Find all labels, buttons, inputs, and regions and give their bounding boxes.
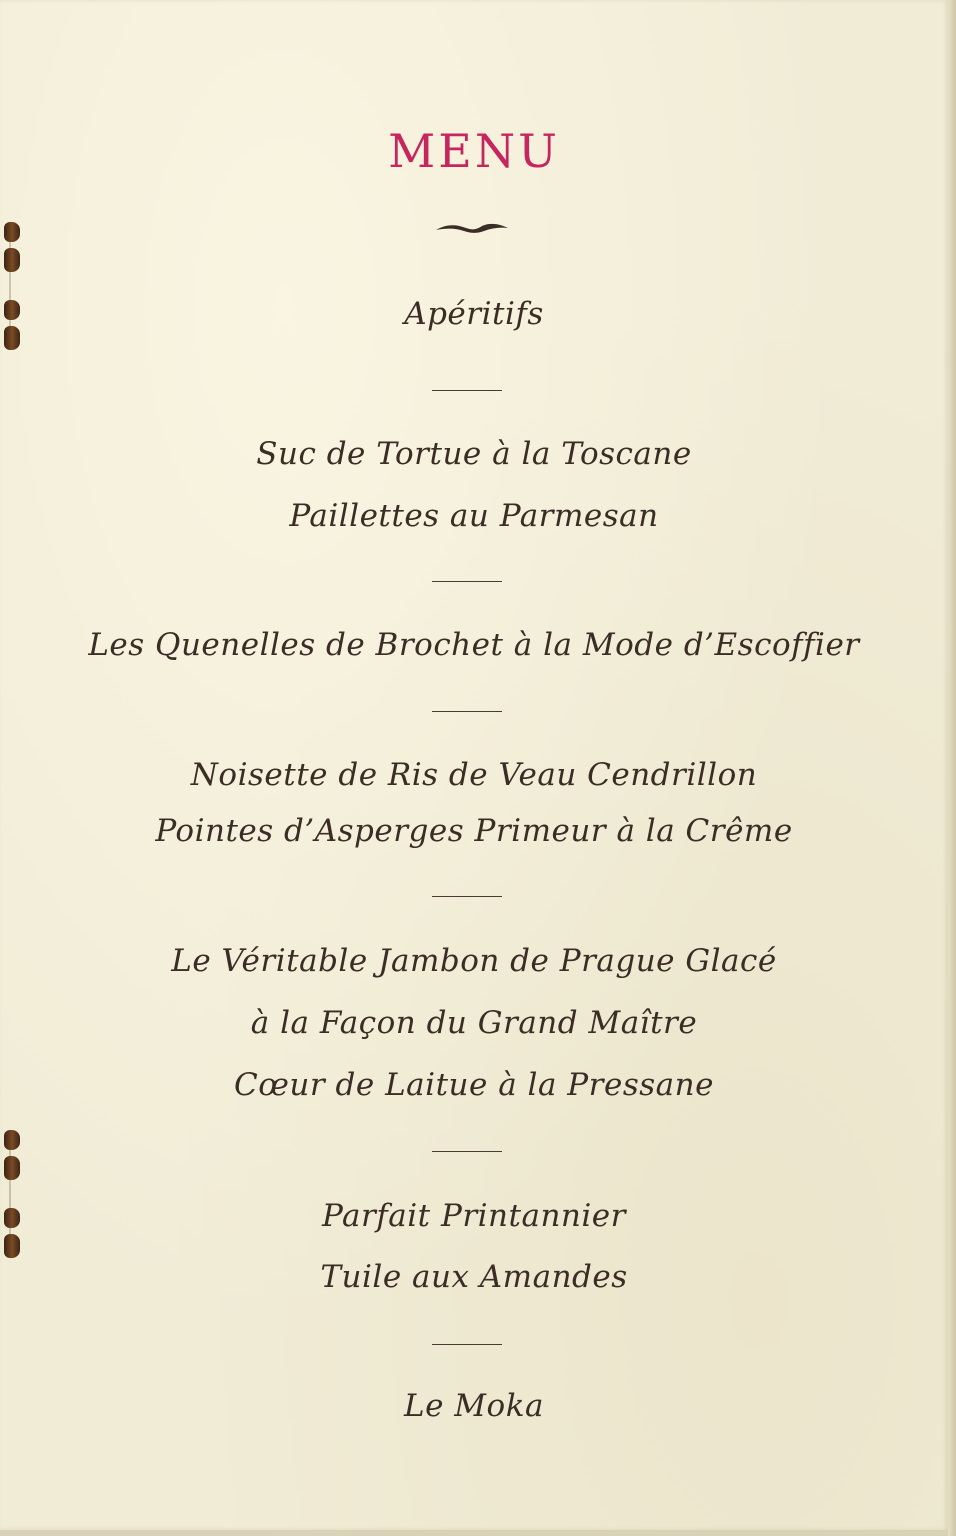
course-divider-2 (432, 581, 502, 582)
course-divider-5 (432, 1151, 502, 1152)
binding-thread-3 (0, 1130, 22, 1186)
course-6-line-2: Tuile aux Amandes (320, 1259, 628, 1295)
course-divider-4 (432, 896, 502, 897)
ornamental-flourish-icon (434, 220, 510, 236)
course-4-line-1: Noisette de Ris de Veau Cendrillon (190, 757, 758, 793)
course-5-line-3: Cœur de Laitue à la Pressane (234, 1067, 714, 1103)
course-divider-1 (432, 390, 502, 391)
course-2-line-1: Suc de Tortue à la Toscane (256, 436, 692, 472)
course-7-line-1: Le Moka (404, 1388, 544, 1424)
course-5-line-1: Le Véritable Jambon de Prague Glacé (171, 943, 777, 979)
course-1-line-1: Apéritifs (404, 296, 544, 332)
binding-thread-1 (0, 222, 22, 278)
course-2-line-2: Paillettes au Parmesan (289, 498, 659, 534)
course-6-line-1: Parfait Printannier (322, 1198, 626, 1234)
course-divider-3 (432, 711, 502, 712)
course-5-line-2: à la Façon du Grand Maître (250, 1005, 698, 1041)
course-3-line-1: Les Quenelles de Brochet à la Mode d’Escoffier (88, 627, 860, 663)
menu-title: MENU (388, 124, 560, 178)
page-edge (948, 0, 956, 1536)
course-divider-6 (432, 1344, 502, 1345)
course-4-line-2: Pointes d’Asperges Primeur à la Crême (155, 813, 793, 849)
